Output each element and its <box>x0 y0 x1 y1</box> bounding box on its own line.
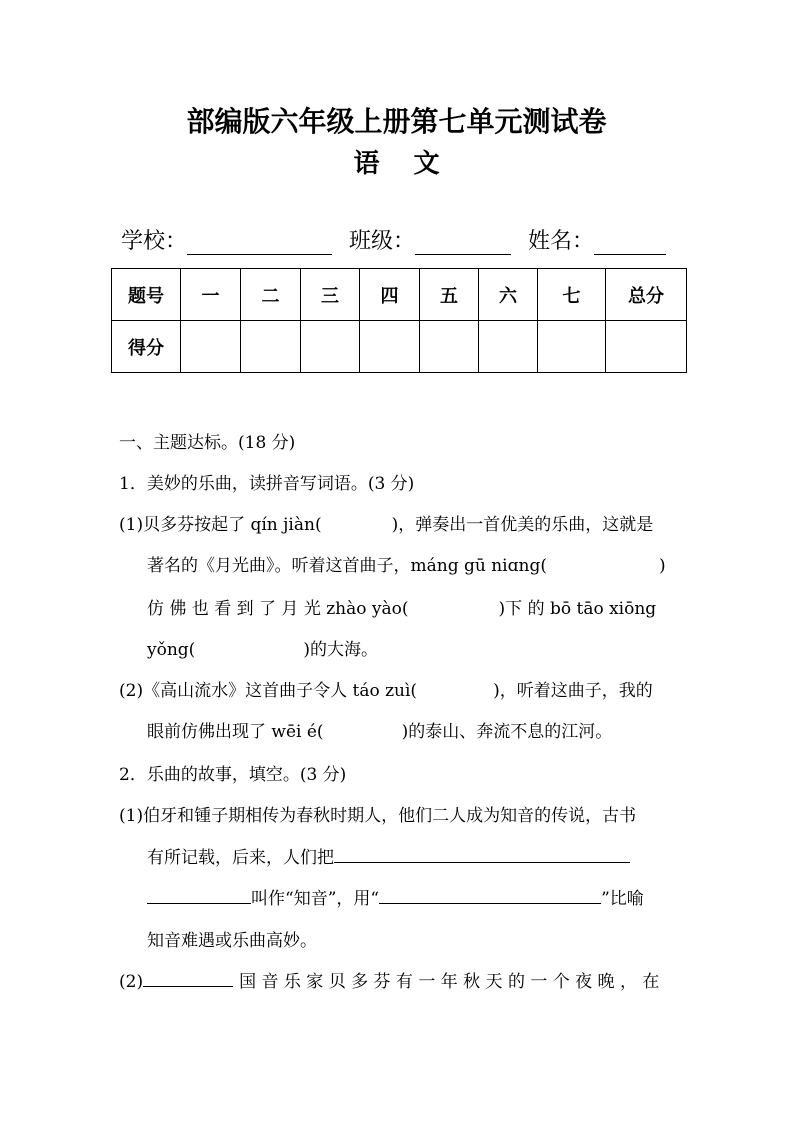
text: 著名的《月光曲》。听着这首曲子，máng gū niɑng( <box>147 556 547 576</box>
table-row <box>112 321 687 373</box>
text: )下 的 bō tāo xiōng <box>498 599 657 619</box>
score-cell[interactable] <box>606 321 687 373</box>
table-cell: 总分 <box>606 269 687 321</box>
answer-blank[interactable] <box>143 968 233 987</box>
table-cell: 六 <box>479 269 538 321</box>
score-cell[interactable] <box>360 321 420 373</box>
question-line <box>147 884 644 909</box>
subject-title: 语文 <box>353 149 474 179</box>
table-cell: 七 <box>538 269 606 321</box>
question-title: 1．美妙的乐曲，读拼音写词语。(3 分) <box>119 474 415 494</box>
text: )，弹奏出一首优美的乐曲，这就是 <box>391 515 654 535</box>
table-cell: 题号 <box>112 269 181 321</box>
student-info-line <box>121 224 666 255</box>
text: 叫作“知音”，用“ <box>251 889 380 909</box>
score-cell[interactable] <box>479 321 538 373</box>
score-cell[interactable] <box>181 321 241 373</box>
question-line <box>147 843 630 868</box>
text: (2) <box>119 972 144 992</box>
question-line <box>119 967 659 992</box>
score-cell[interactable] <box>420 321 479 373</box>
text: )的泰山、奔流不息的江河。 <box>401 722 613 742</box>
text: )的大海。 <box>303 640 378 660</box>
text: ) <box>658 556 666 576</box>
text: (1)贝多芬按起了 qín jiàn( <box>119 515 322 535</box>
text: 眼前仿佛出现了 wēi é( <box>147 722 324 742</box>
text: ”比喻 <box>601 889 644 909</box>
text: 仿 佛 也 看 到 了 月 光 zhào yào( <box>147 599 409 619</box>
table-row <box>112 269 687 321</box>
page-title: 部编版六年级上册第七单元测试卷 <box>186 105 607 138</box>
question-line: 知音难遇或乐曲高妙。 <box>147 931 317 951</box>
question-line <box>119 676 653 701</box>
table-cell: 得分 <box>112 321 181 373</box>
answer-blank[interactable] <box>147 885 251 904</box>
table-cell: 一 <box>181 269 241 321</box>
text: yǒng( <box>147 640 196 660</box>
score-cell[interactable] <box>241 321 301 373</box>
answer-blank[interactable] <box>379 885 601 904</box>
text: 有所记载，后来，人们把 <box>147 848 334 868</box>
text: 国 音 乐 家 贝 多 芬 有 一 年 秋 天 的 一 个 夜 晚 ， 在 <box>239 972 660 992</box>
question-line <box>147 635 378 660</box>
school-blank[interactable] <box>187 230 332 255</box>
class-label: 班级： <box>349 229 416 254</box>
score-cell[interactable] <box>301 321 360 373</box>
name-blank[interactable] <box>594 230 666 255</box>
table-cell: 三 <box>301 269 360 321</box>
text: (2)《高山流水》这首曲子令人 táo zuì( <box>119 681 418 701</box>
score-cell[interactable] <box>538 321 606 373</box>
school-label: 学校： <box>121 229 188 254</box>
table-cell: 五 <box>420 269 479 321</box>
question-line <box>119 510 653 535</box>
text: )，听着这曲子，我的 <box>493 681 653 701</box>
name-label: 姓名： <box>528 229 595 254</box>
question-line: (1)伯牙和锺子期相传为春秋时期人，他们二人成为知音的传说，古书 <box>119 806 637 826</box>
table-cell: 二 <box>241 269 301 321</box>
class-blank[interactable] <box>415 230 511 255</box>
question-line <box>147 594 656 619</box>
score-table <box>111 268 687 373</box>
question-line <box>147 717 612 742</box>
question-line <box>147 551 666 576</box>
question-title: 2．乐曲的故事，填空。(3 分) <box>119 765 347 785</box>
section-heading: 一、主题达标。(18 分) <box>119 433 296 453</box>
answer-blank[interactable] <box>334 844 630 863</box>
table-cell: 四 <box>360 269 420 321</box>
